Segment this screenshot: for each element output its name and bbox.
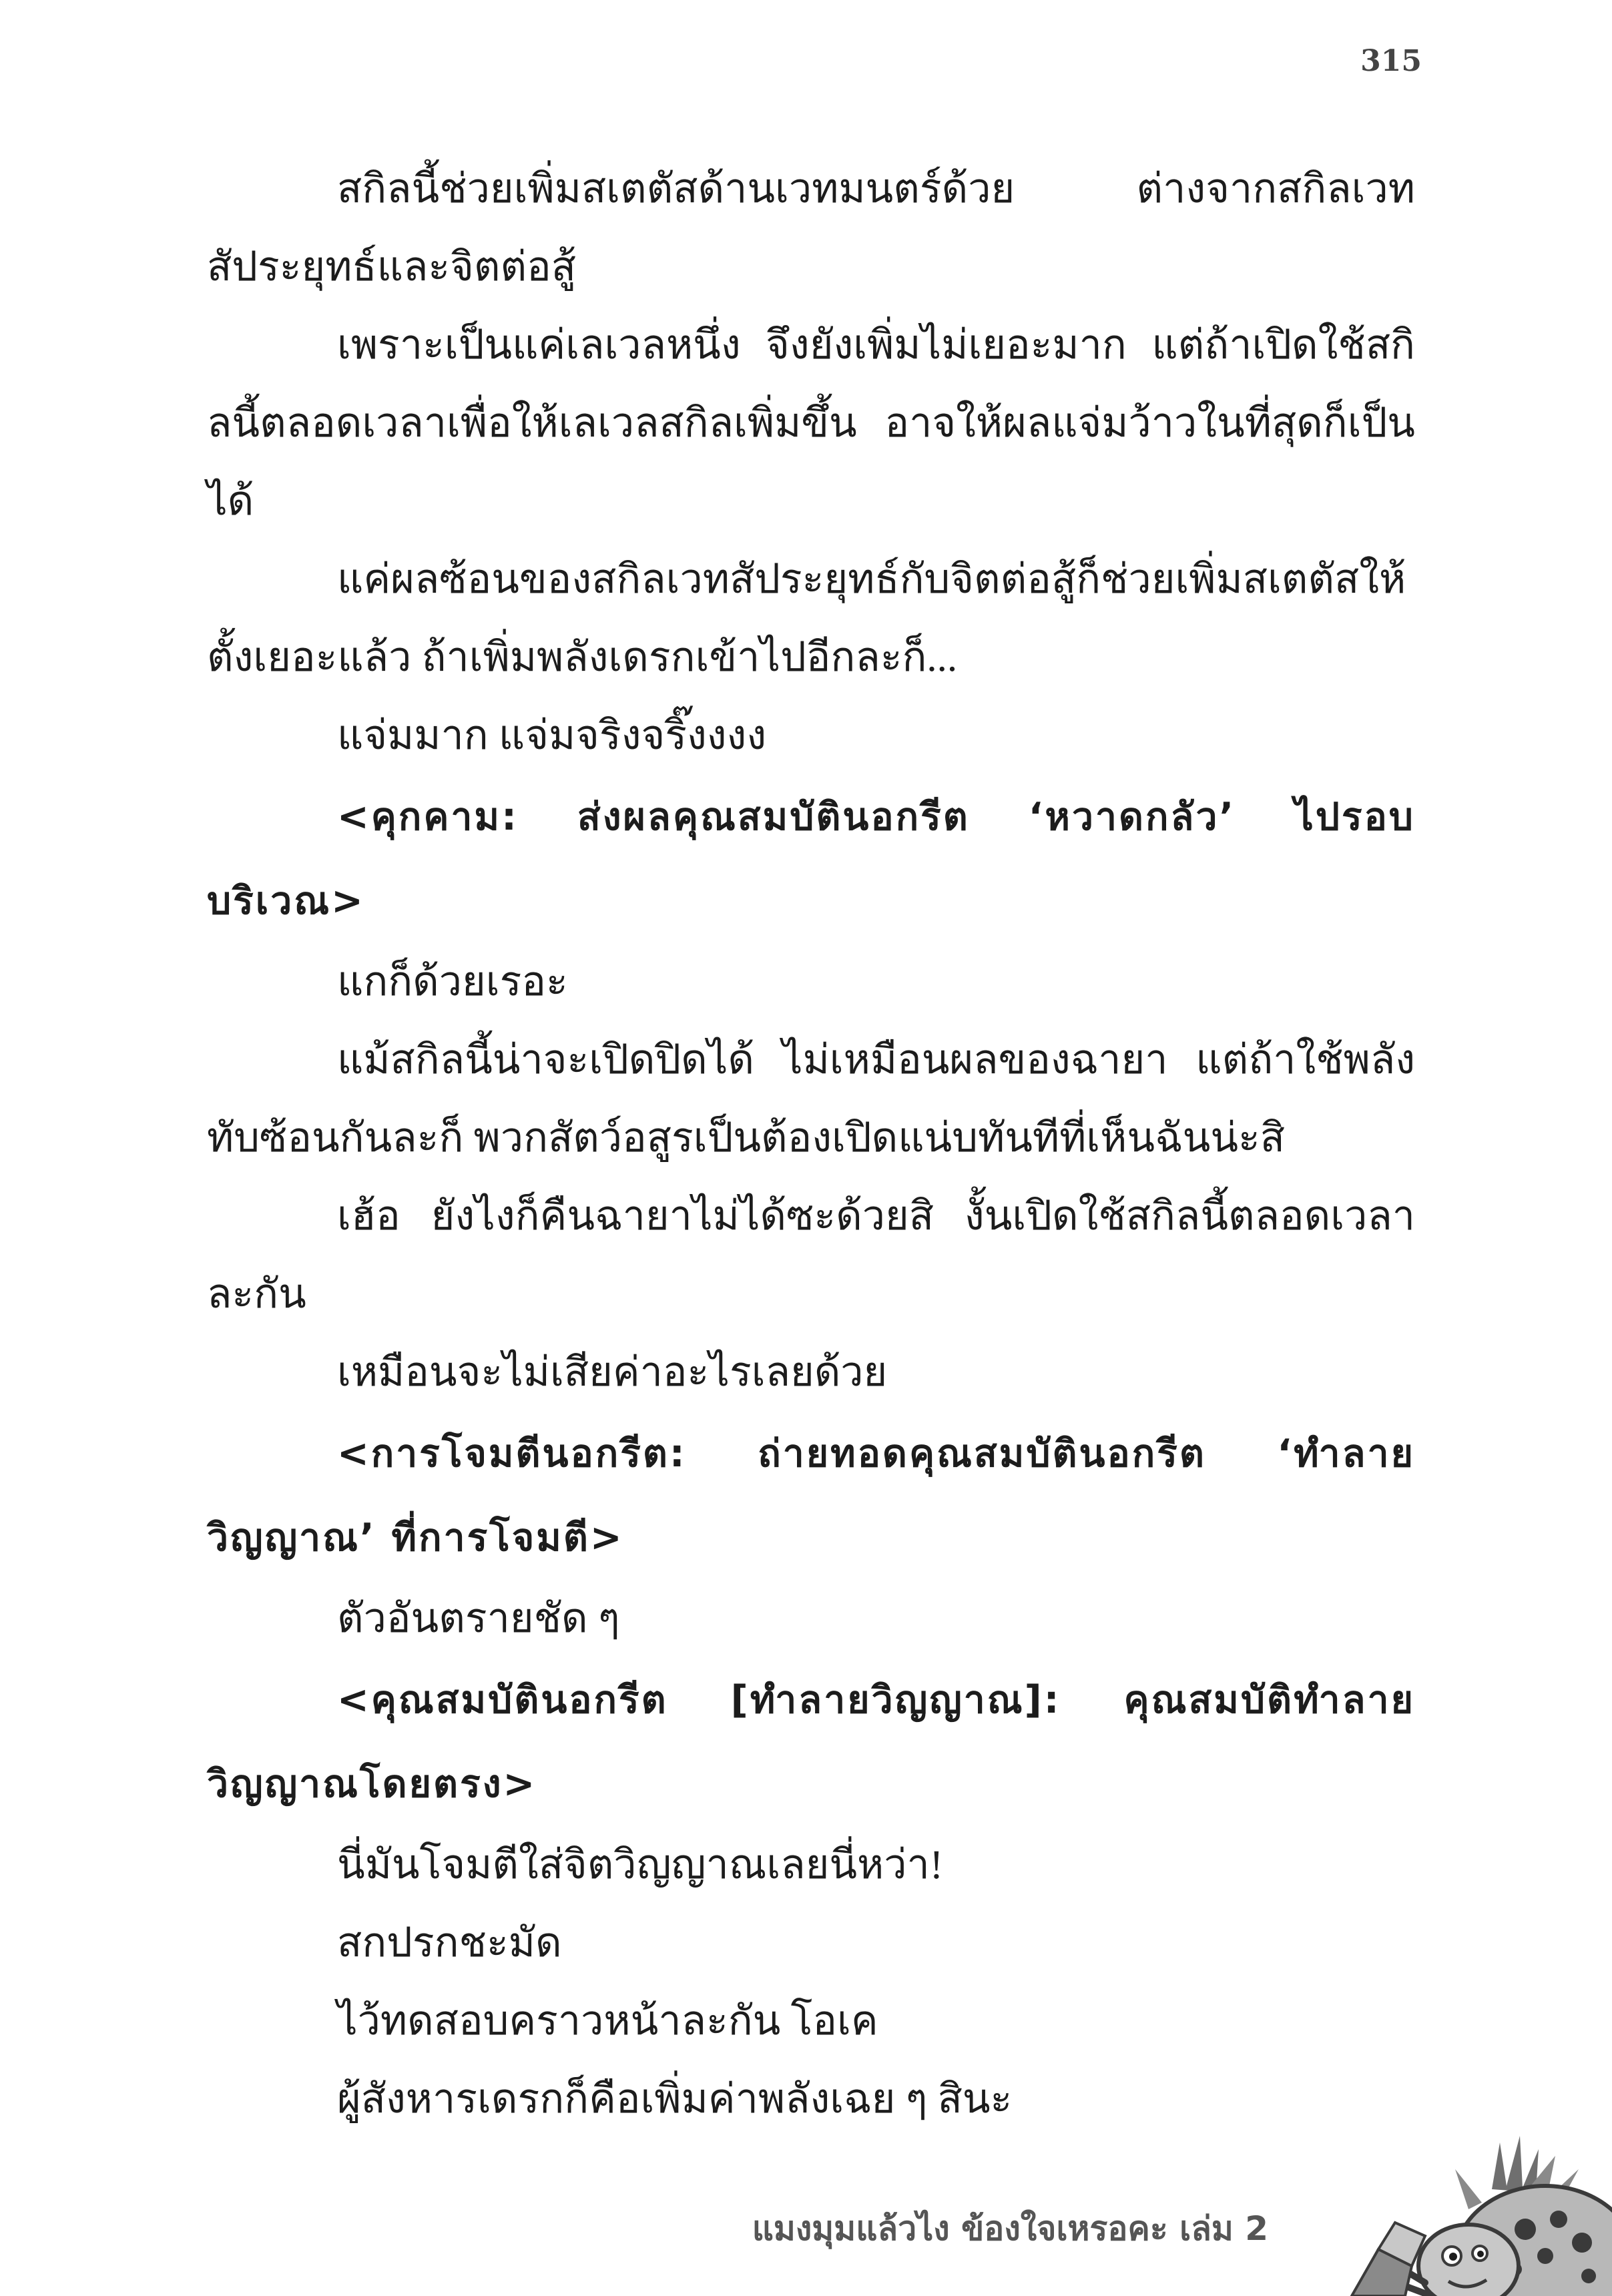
spider-mascot-icon xyxy=(1325,2129,1612,2296)
paragraph: เฮ้อ ยังไงก็คืนฉายาไม่ได้ซะด้วยสิ งั้นเปิดใช้สกิลนี้ตลอดเวลาละกัน xyxy=(207,1194,1415,1317)
page-number: 315 xyxy=(1360,44,1422,78)
paragraph: ผู้สังหารเดรกก็คือเพิ่มค่าพลังเฉย ๆ สินะ xyxy=(337,2077,1013,2122)
system-message: <คุณสมบัตินอกรีต [ทำลายวิญญาณ]: คุณสมบัติทำลายวิญญาณโดยตรง> xyxy=(207,1678,1415,1806)
paragraph: แค่ผลซ้อนของสกิลเวทสัประยุทธ์กับจิตต่อสู้ก็ช่วยเพิ่มสเตตัสให้ตั้งเยอะแล้ว ถ้าเพิ่มพลังเดรกเข้าไปอีกละก็... xyxy=(207,557,1406,680)
paragraph: สกิลนี้ช่วยเพิ่มสเตตัสด้านเวทมนตร์ด้วย ต่างจากสกิลเวทสัประยุทธ์และจิตต่อสู้ xyxy=(207,167,1415,290)
paragraph: แม้สกิลนี้น่าจะเปิดปิดได้ ไม่เหมือนผลของฉายา แต่ถ้าใช้พลังทับซ้อนกันละก็ พวกสัตว์อสูรเป็นต้องเปิดแน่บทันทีที่เห็นฉันน่ะสิ xyxy=(207,1038,1415,1161)
paragraph: เหมือนจะไม่เสียค่าอะไรเลยด้วย xyxy=(337,1350,888,1395)
paragraph: แจ่มมาก แจ่มจริงจริ๊งงงง xyxy=(337,713,767,758)
system-message: <การโจมตีนอกรีต: ถ่ายทอดคุณสมบัตินอกรีต ‘ทำลายวิญญาณ’ ที่การโจมตี> xyxy=(207,1432,1415,1560)
body-text xyxy=(207,150,1415,2138)
paragraph: นี่มันโจมตีใส่จิตวิญญาณเลยนี่หว่า! xyxy=(337,1843,944,1888)
footer-book-title: แมงมุมแล้วไง ข้องใจเหรอคะ เล่ม 2 xyxy=(752,2209,1268,2248)
paragraph: เพราะเป็นแค่เลเวลหนึ่ง จึงยังเพิ่มไม่เยอะมาก แต่ถ้าเปิดใช้สกิลนี้ตลอดเวลาเพื่อให้เลเวลสกิลเพิ่มขึ้น อาจให้ผลแจ่มว้าวในที่สุดก็เป็นได้ xyxy=(207,323,1415,524)
system-message: <คุกคาม: ส่งผลคุณสมบัตินอกรีต ‘หวาดกลัว’ ไปรอบบริเวณ> xyxy=(207,795,1415,923)
paragraph: สกปรกชะมัด xyxy=(337,1921,562,1966)
paragraph: แกก็ด้วยเรอะ xyxy=(337,960,568,1005)
paragraph: ไว้ทดสอบคราวหน้าละกัน โอเค xyxy=(337,1999,878,2044)
paragraph: ตัวอันตรายชัด ๆ xyxy=(337,1597,620,1641)
